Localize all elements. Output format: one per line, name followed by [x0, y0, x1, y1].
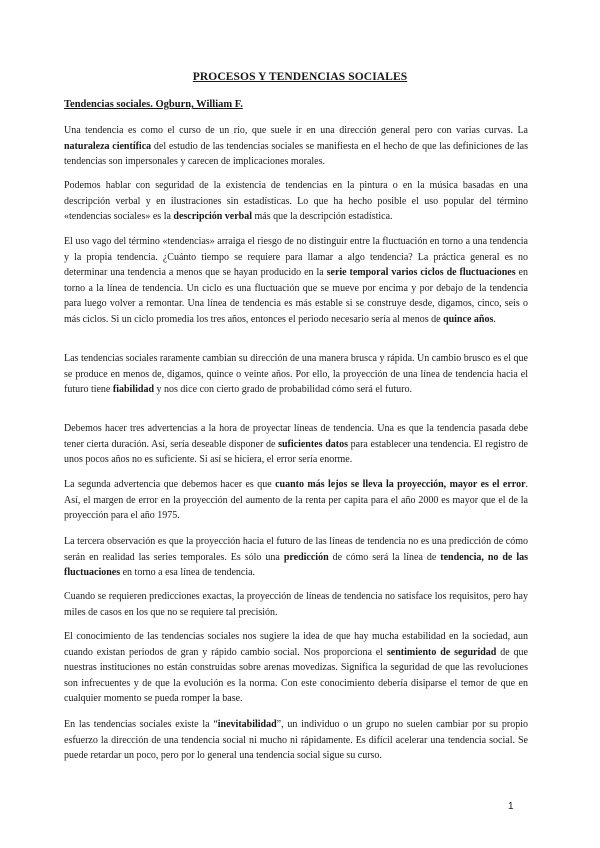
text-run: Una tendencia es como el curso de un río, que suele ir en una dirección general pero con varias curvas. La — [64, 125, 528, 136]
paragraph-7 — [64, 534, 528, 581]
text-run: de que nuestras instituciones no están construidas sobre arenas movedizas. Significa la seguridad de que las revoluciones son infrecuentes y de que la evolución es la norma. Con este conocimiento debería disiparse el temor de que en cualquier momento se pueda romper la base. — [64, 646, 528, 705]
text-run: Las tendencias sociales raramente cambian su dirección de una manera brusca y rápida. Un cambio brusco es el que se produce en menos de, digamos, quince o veinte años. Por ello, la proyección de una línea de tendencia hacia el futuro tiene — [64, 353, 528, 396]
bold-term: predicción — [283, 551, 329, 563]
bold-term: inevitabilidad — [217, 719, 277, 730]
text-run: . — [493, 313, 496, 325]
text-run: y nos dice con cierto grado de probabilidad cómo será el futuro. — [154, 384, 412, 396]
section-heading: Tendencias sociales. Ogburn, William F. — [64, 99, 243, 110]
text-run: en torno a esa línea de tendencia. — [120, 567, 256, 579]
paragraph-3 — [64, 234, 528, 328]
text-run: más que la descripción estadística. — [252, 211, 393, 223]
text-run: Podemos hablar con seguridad de la existencia de tendencias en la pintura o en la música basadas en una descripción verbal y en ilustraciones sin estadísticas. Lo que ha hecho posible el uso popular del término «tendencias sociales» es la — [64, 180, 528, 223]
paragraph-9 — [64, 629, 528, 707]
text-run: La segunda advertencia que debemos hacer es que — [64, 479, 276, 490]
bold-term: naturaleza científica — [64, 140, 152, 152]
text-run: En las tendencias sociales existe la “ — [64, 719, 218, 730]
paragraph-1 — [64, 123, 528, 170]
text-run: del estudio de las tendencias sociales se manifiesta en el hecho de que las definiciones de las tendencias son impersonales y carecen de implicaciones morales. — [64, 140, 528, 168]
bold-term: sentimiento de seguridad — [386, 646, 497, 658]
bold-term: cuanto más lejos se lleva la proyección, mayor es el error — [275, 479, 526, 490]
paragraph-2 — [64, 178, 528, 225]
paragraph-10 — [64, 717, 528, 764]
bold-term: quince años — [443, 313, 494, 325]
text-run: . Así, el margen de error en la proyección del aumento de la renta per capita para el año 2000 es mayor que el de la proyección para el año 1975. — [64, 479, 529, 522]
bold-term: suficientes datos — [278, 438, 348, 450]
text-run: en torno a la línea de tendencia. Un ciclo es una fluctuación que se mueve por encima y por debajo de la tendencia para luego volver a remontar. Una línea de tendencia es más estable si se construye desde, digamos, cinco, seis o más ciclos. Si un ciclo promedia los tres años, entonces el periodo necesario sería al menos de — [64, 267, 528, 325]
bold-term: descripción verbal — [173, 211, 253, 223]
paragraph-4 — [64, 351, 528, 398]
paragraph-6 — [64, 477, 528, 524]
paragraph-8 — [64, 589, 528, 620]
text-run: para establecer una tendencia. El registro de unos pocos años no es suficiente. Si así se hiciera, el error sería enorme. — [64, 438, 528, 466]
bold-term: serie temporal varios ciclos de fluctuaciones — [326, 267, 516, 279]
text-run: El uso vago del término «tendencias» arraiga el riesgo de no distinguir entre la fluctuación en torno a una tendencia y la propia tendencia. ¿Cuánto tiempo se requiere para llamar a algo tendencia? La práctica general es no determinar una tendencia a menos que se hayan producido en la — [64, 236, 528, 279]
text-run: Debemos hacer tres advertencias a la hora de proyectar líneas de tendencia. Una es que la tendencia pasada debe tener cierta duración. Así, sería deseable disponer de — [64, 423, 528, 450]
document-title: PROCESOS Y TENDENCIAS SOCIALES — [192, 71, 408, 83]
bold-term: fiabilidad — [112, 384, 155, 396]
text-run: ”, un individuo o un grupo no suelen cambiar por su propio esfuerzo la dirección de una tendencia social ni mucho ni rápidamente. Es difícil acelerar una tendencia social. Se puede retardar un poco, pero por lo general una tendencia social sigue su curso. — [64, 719, 528, 762]
bold-term: tendencia, no de las fluctuaciones — [64, 551, 529, 579]
text-run: de cómo será la línea de — [328, 551, 441, 563]
paragraph-5 — [64, 421, 528, 468]
text-run: El conocimiento de las tendencias sociales nos sugiere la idea de que hay mucha estabilidad en la sociedad, aun cuando existan periodos de gran y rápido cambio social. Nos proporciona el — [64, 631, 528, 658]
text-run: Cuando se requieren predicciones exactas, la proyección de líneas de tendencia no satisface los requisitos, pero hay miles de casos en los que no se requiere tal precisión. — [64, 591, 528, 618]
text-run: La tercera observación es que la proyección hacia el futuro de las líneas de tendencia no es una predicción de cómo serán en realidad las series temporales. Es sólo una — [64, 536, 528, 563]
page-number: 1 — [508, 801, 514, 812]
